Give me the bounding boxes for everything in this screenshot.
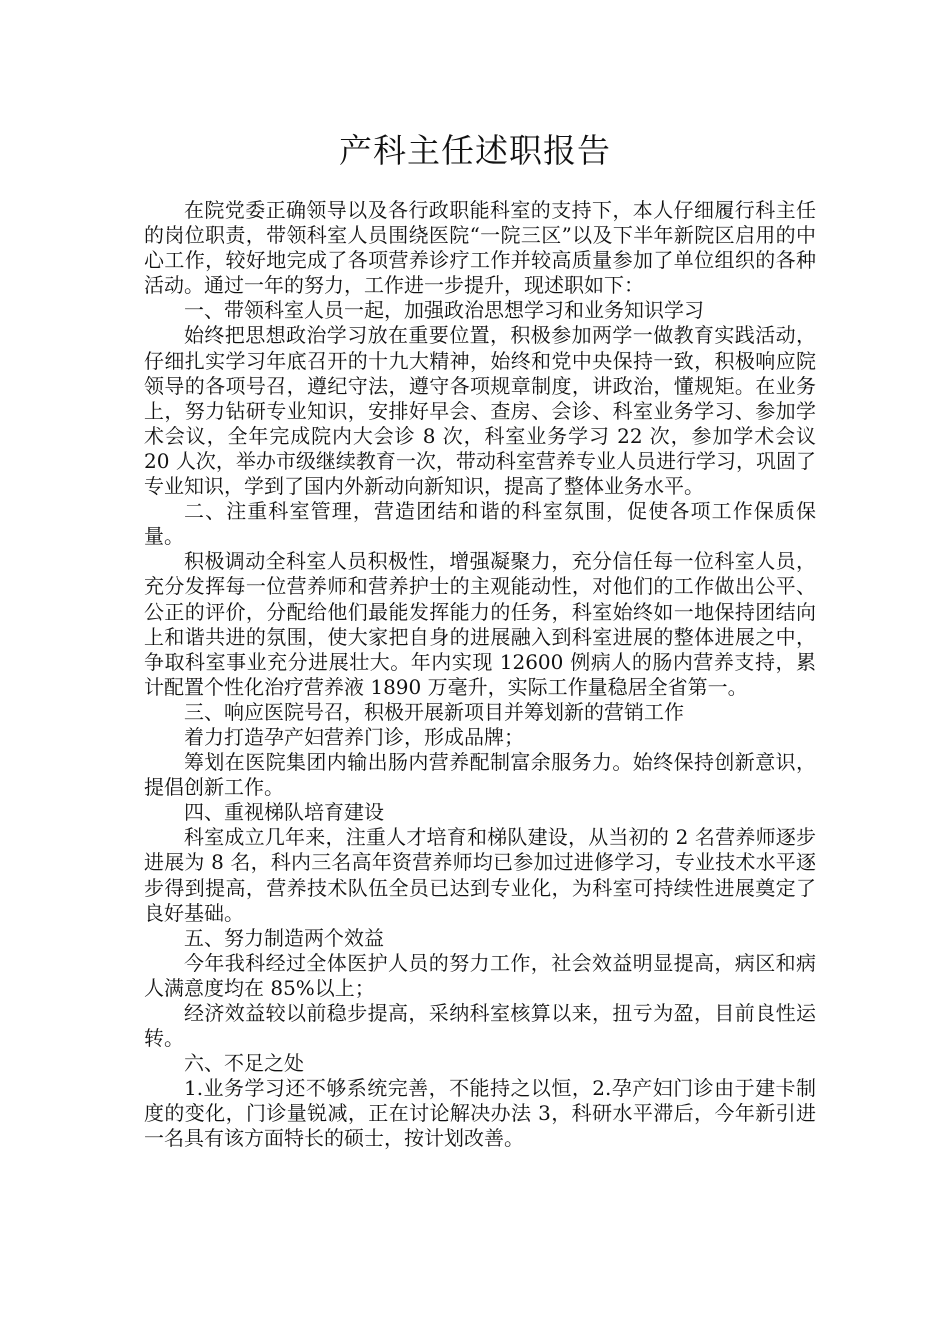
section-heading-3: 三、响应医院号召，积极开展新项目并筹划新的营销工作 <box>184 699 684 724</box>
intro-paragraph: 在院党委正确领导以及各行政职能科室的支持下，本人仔细履行科主任的岗位职责，带领科室人员围绕医院“一院三区”以及下半年新院区启用的中心工作，较好地完成了各项营养诊疗工作并较高质量参加了单位组织的各种活动。通过一年的努力，工作进一步提升，现述职如下： <box>144 198 816 298</box>
section-heading-1: 一、带领科室人员一起，加强政治思想学习和业务知识学习 <box>184 298 704 323</box>
section-heading-2: 二、注重科室管理，营造团结和谐的科室氛围，促使各项工作保质保量。 <box>144 499 816 549</box>
section-heading-4: 四、重视梯队培育建设 <box>184 800 384 825</box>
section-heading-5: 五、努力制造两个效益 <box>184 925 384 950</box>
body-paragraph: 着力打造孕产妇营养门诊，形成品牌； <box>184 724 524 749</box>
document-body <box>144 198 816 1152</box>
document-title: 产科主任述职报告 <box>339 131 611 170</box>
body-paragraph: 科室成立几年来，注重人才培育和梯队建设，从当初的 2 名营养师逐步进展为 8 名，科内三名高年资营养师均已参加过进修学习，专业技术水平逐步得到提高，营养技术队伍全员已达到专业化，为科室可持续性进展奠定了良好基础。 <box>144 825 816 925</box>
body-paragraph: 筹划在医院集团内输出肠内营养配制富余服务力。始终保持创新意识，提倡创新工作。 <box>144 750 816 800</box>
body-paragraph: 始终把思想政治学习放在重要位置，积极参加两学一做教育实践活动，仔细扎实学习年底召开的十九大精神，始终和党中央保持一致，积极响应院领导的各项号召，遵纪守法，遵守各项规章制度，讲政治，懂规矩。在业务上，努力钻研专业知识，安排好早会、查房、会诊、科室业务学习、参加学术会议，全年完成院内大会诊 8 次，科室业务学习 22 次，参加学术会议 20 人次，举办市级继续教育一次，带动科室营养专业人员进行学习，巩固了专业知识，学到了国内外新动向新知识，提高了整体业务水平。 <box>144 323 816 499</box>
body-paragraph: 经济效益较以前稳步提高，采纳科室核算以来，扭亏为盈，目前良性运转。 <box>144 1001 816 1051</box>
section-heading-6: 六、不足之处 <box>184 1051 304 1076</box>
body-paragraph: 1.业务学习还不够系统完善，不能持之以恒，2.孕产妇门诊由于建卡制度的变化，门诊量锐减，正在讨论解决办法 3，科研水平滞后，今年新引进一名具有该方面特长的硕士，按计划改善。 <box>144 1076 816 1151</box>
body-paragraph: 今年我科经过全体医护人员的努力工作，社会效益明显提高，病区和病人满意度均在 85%以上； <box>144 950 816 1000</box>
body-paragraph: 积极调动全科室人员积极性，增强凝聚力，充分信任每一位科室人员，充分发挥每一位营养师和营养护士的主观能动性，对他们的工作做出公平、公正的评价，分配给他们最能发挥能力的任务，科室始终如一地保持团结向上和谐共进的氛围，使大家把自身的进展融入到科室进展的整体进展之中，争取科室事业充分进展壮大。年内实现 12600 例病人的肠内营养支持，累计配置个性化治疗营养液 1890 万毫升，实际工作量稳居全省第一。 <box>144 549 816 699</box>
